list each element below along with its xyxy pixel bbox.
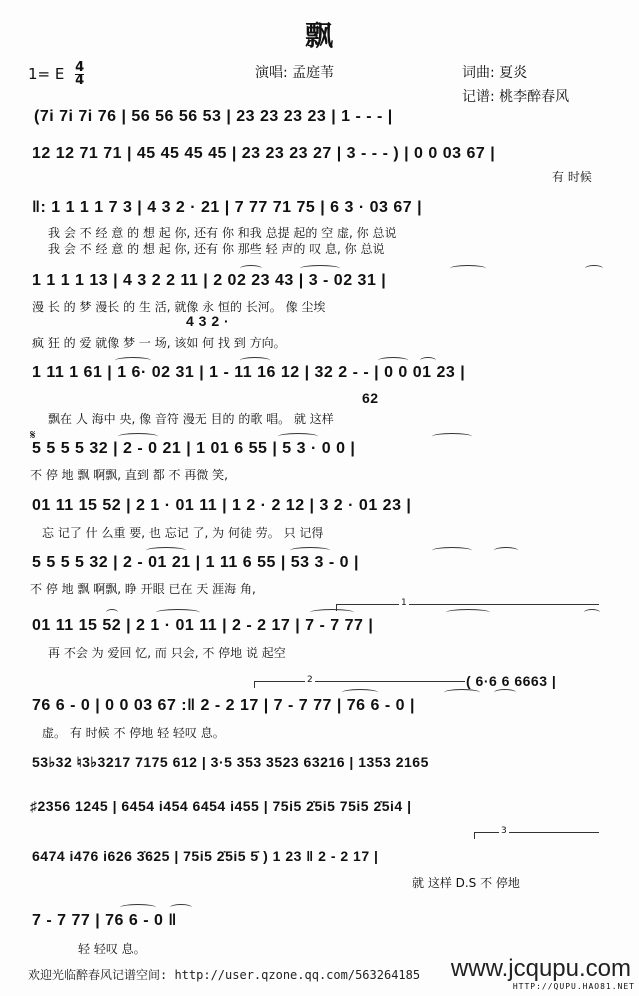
slur: [494, 689, 516, 696]
lyrics-line-6: 不 停 地 飘 啊飘, 直到 都 不 再微 笑,: [30, 468, 228, 482]
slur: [378, 357, 408, 364]
slur: [450, 265, 486, 272]
lyrics-line-14: 轻 轻叹 息。: [78, 942, 146, 956]
slur: [310, 609, 354, 616]
slur: [240, 357, 270, 364]
lyrics-line-9: 再 不会 为 爱回 忆, 而 只会, 不 停地 说 起空: [48, 646, 286, 660]
slur: [115, 357, 151, 364]
score-line-1: (7i 7i 7i 76 | 56 56 56 53 | 23 23 23 23 | 1 - - - |: [34, 108, 393, 125]
score-line-8: 5 5 5 5 32 | 2 - 01 21 | 1 11 6 55 | 53 3 - 0 |: [32, 554, 359, 571]
score-line-13: 6474 i476 i626 3̇625 | 75i5 2̇5i5 5̇ ) 1 23 ‖ 2 - 2 17 |: [32, 848, 379, 864]
alt-notes-line-5: 62: [362, 390, 379, 406]
slur: [120, 904, 156, 911]
segno-icon: 𝄋: [30, 428, 36, 443]
transcriber-credit: 记谱: 桃李醉春风: [462, 89, 570, 105]
slur: [432, 433, 472, 440]
lyrics-line-8: 不 停 地 飘 啊飘, 睁 开眼 已在 天 涯海 角,: [30, 582, 256, 596]
slur: [170, 904, 192, 911]
transcriber-credit-footer: 欢迎光临醉春风记谱空间: http://user.qzone.qq.com/563264185: [28, 968, 421, 982]
score-line-12: ♯2356 1245 | 6454 i454 6454 i455 | 75i5 2̇5i5 75i5 2̇5i4 |: [30, 798, 412, 814]
lyricist-composer-credit: 词曲: 夏炎: [462, 65, 528, 81]
slur: [432, 547, 472, 554]
volta-bracket-3: 3: [474, 832, 599, 839]
slur: [156, 609, 200, 616]
score-line-11: 53♭32 ♮3♭3217 7175 612 | 3·5 353 3523 63216 | 1353 2165: [32, 754, 429, 770]
lyrics-line-7: 忘 记了 什 么重 要, 也 忘记 了, 为 何徒 劳。 只 记得: [42, 526, 324, 540]
score-line-9: 01 11 15 52 | 2 1 · 01 11 | 2 - 2 17 | 7 - 7 77 |: [32, 617, 374, 634]
volta-bracket-2: 2: [254, 681, 465, 688]
lyrics-line-4-verse-1: 漫 长 的 梦 漫长 的 生 活, 就像 永 恒的 长河。 像 尘埃: [32, 300, 326, 314]
score-line-5: 1 11 1 61 | 1 6· 02 31 | 1 - 11 16 12 | 32 2 - - | 0 0 01 23 |: [32, 364, 466, 381]
slur: [494, 547, 518, 554]
lyrics-line-3-verse-2: 我 会 不 经 意 的 想 起 你, 还有 你 那些 轻 声的 叹 息, 你 总说: [48, 242, 385, 256]
lyrics-line-3-verse-1: 我 会 不 经 意 的 想 起 你, 还有 你 和我 总提 起的 空 虚, 你 总说: [48, 226, 397, 240]
lyrics-line-10: 虚。 有 时候 不 停地 轻 轻叹 息。: [42, 726, 225, 740]
score-line-2: 12 12 71 71 | 45 45 45 45 | 23 23 23 27 | 3 - - - ) | 0 0 03 67 |: [32, 145, 496, 162]
score-line-14: 7 - 7 77 | 76 6 - 0 ‖: [32, 912, 177, 929]
slur: [584, 609, 600, 616]
slur: [240, 265, 262, 272]
key-signature: [28, 62, 84, 87]
slur: [106, 609, 118, 616]
slur: [446, 609, 490, 616]
slur: [118, 433, 158, 440]
score-line-4: 1 1 1 1 13 | 4 3 2 2 11 | 2 02 23 43 | 3 - 02 31 |: [32, 272, 387, 289]
lyrics-line-13: 就 这样 D.S 不 停地: [412, 876, 520, 890]
score-line-10: 76 6 - 0 | 0 0 03 67 :‖ 2 - 2 17 | 7 - 7 77 | 76 6 - 0 |: [32, 697, 415, 714]
time-sig-denominator: 4: [75, 73, 85, 88]
lyrics-line-4-verse-2: 疯 狂 的 爱 就像 梦 一 场, 该如 何 找 到 方向。: [32, 336, 286, 350]
lyrics-line-2: 有 时候: [552, 170, 592, 184]
slur: [420, 357, 436, 364]
lyrics-line-5: 飘在 人 海中 央, 像 音符 漫无 目的 的歌 唱。 就 这样: [48, 412, 334, 426]
key-label: 1= E: [28, 65, 65, 83]
slur: [300, 265, 340, 272]
time-signature: [75, 62, 84, 87]
score-line-7: 01 11 15 52 | 2 1 · 01 11 | 1 2 · 2 12 | 3 2 · 01 23 |: [32, 497, 412, 514]
slur: [444, 689, 480, 696]
slur: [342, 689, 378, 696]
song-title: 飘: [304, 19, 334, 52]
score-line-3: ‖: 1 1 1 1 7 3 | 4 3 2 · 21 | 7 77 71 75 | 6 3 · 03 67 |: [32, 199, 423, 216]
volta-bracket-1: 1: [336, 604, 599, 611]
slur: [278, 433, 318, 440]
singer-credit: 演唱: 孟庭苇: [255, 65, 335, 81]
slur: [146, 547, 186, 554]
watermark: www.jcqupu.com: [450, 955, 631, 982]
alt-notes-line-4: 4 3 2 ·: [186, 313, 230, 329]
time-sig-numerator: 4: [75, 60, 85, 75]
watermark-sub: HTTP://QUPU.HAO81.NET: [512, 982, 635, 991]
score-line-6: 5 5 5 5 32 | 2 - 0 21 | 1 01 6 55 | 5 3 · 0 0 |: [32, 440, 356, 457]
slur: [585, 265, 603, 272]
slur: [290, 547, 330, 554]
upper-notes-line-10: ( 6·6 6 6663 |: [466, 673, 557, 689]
